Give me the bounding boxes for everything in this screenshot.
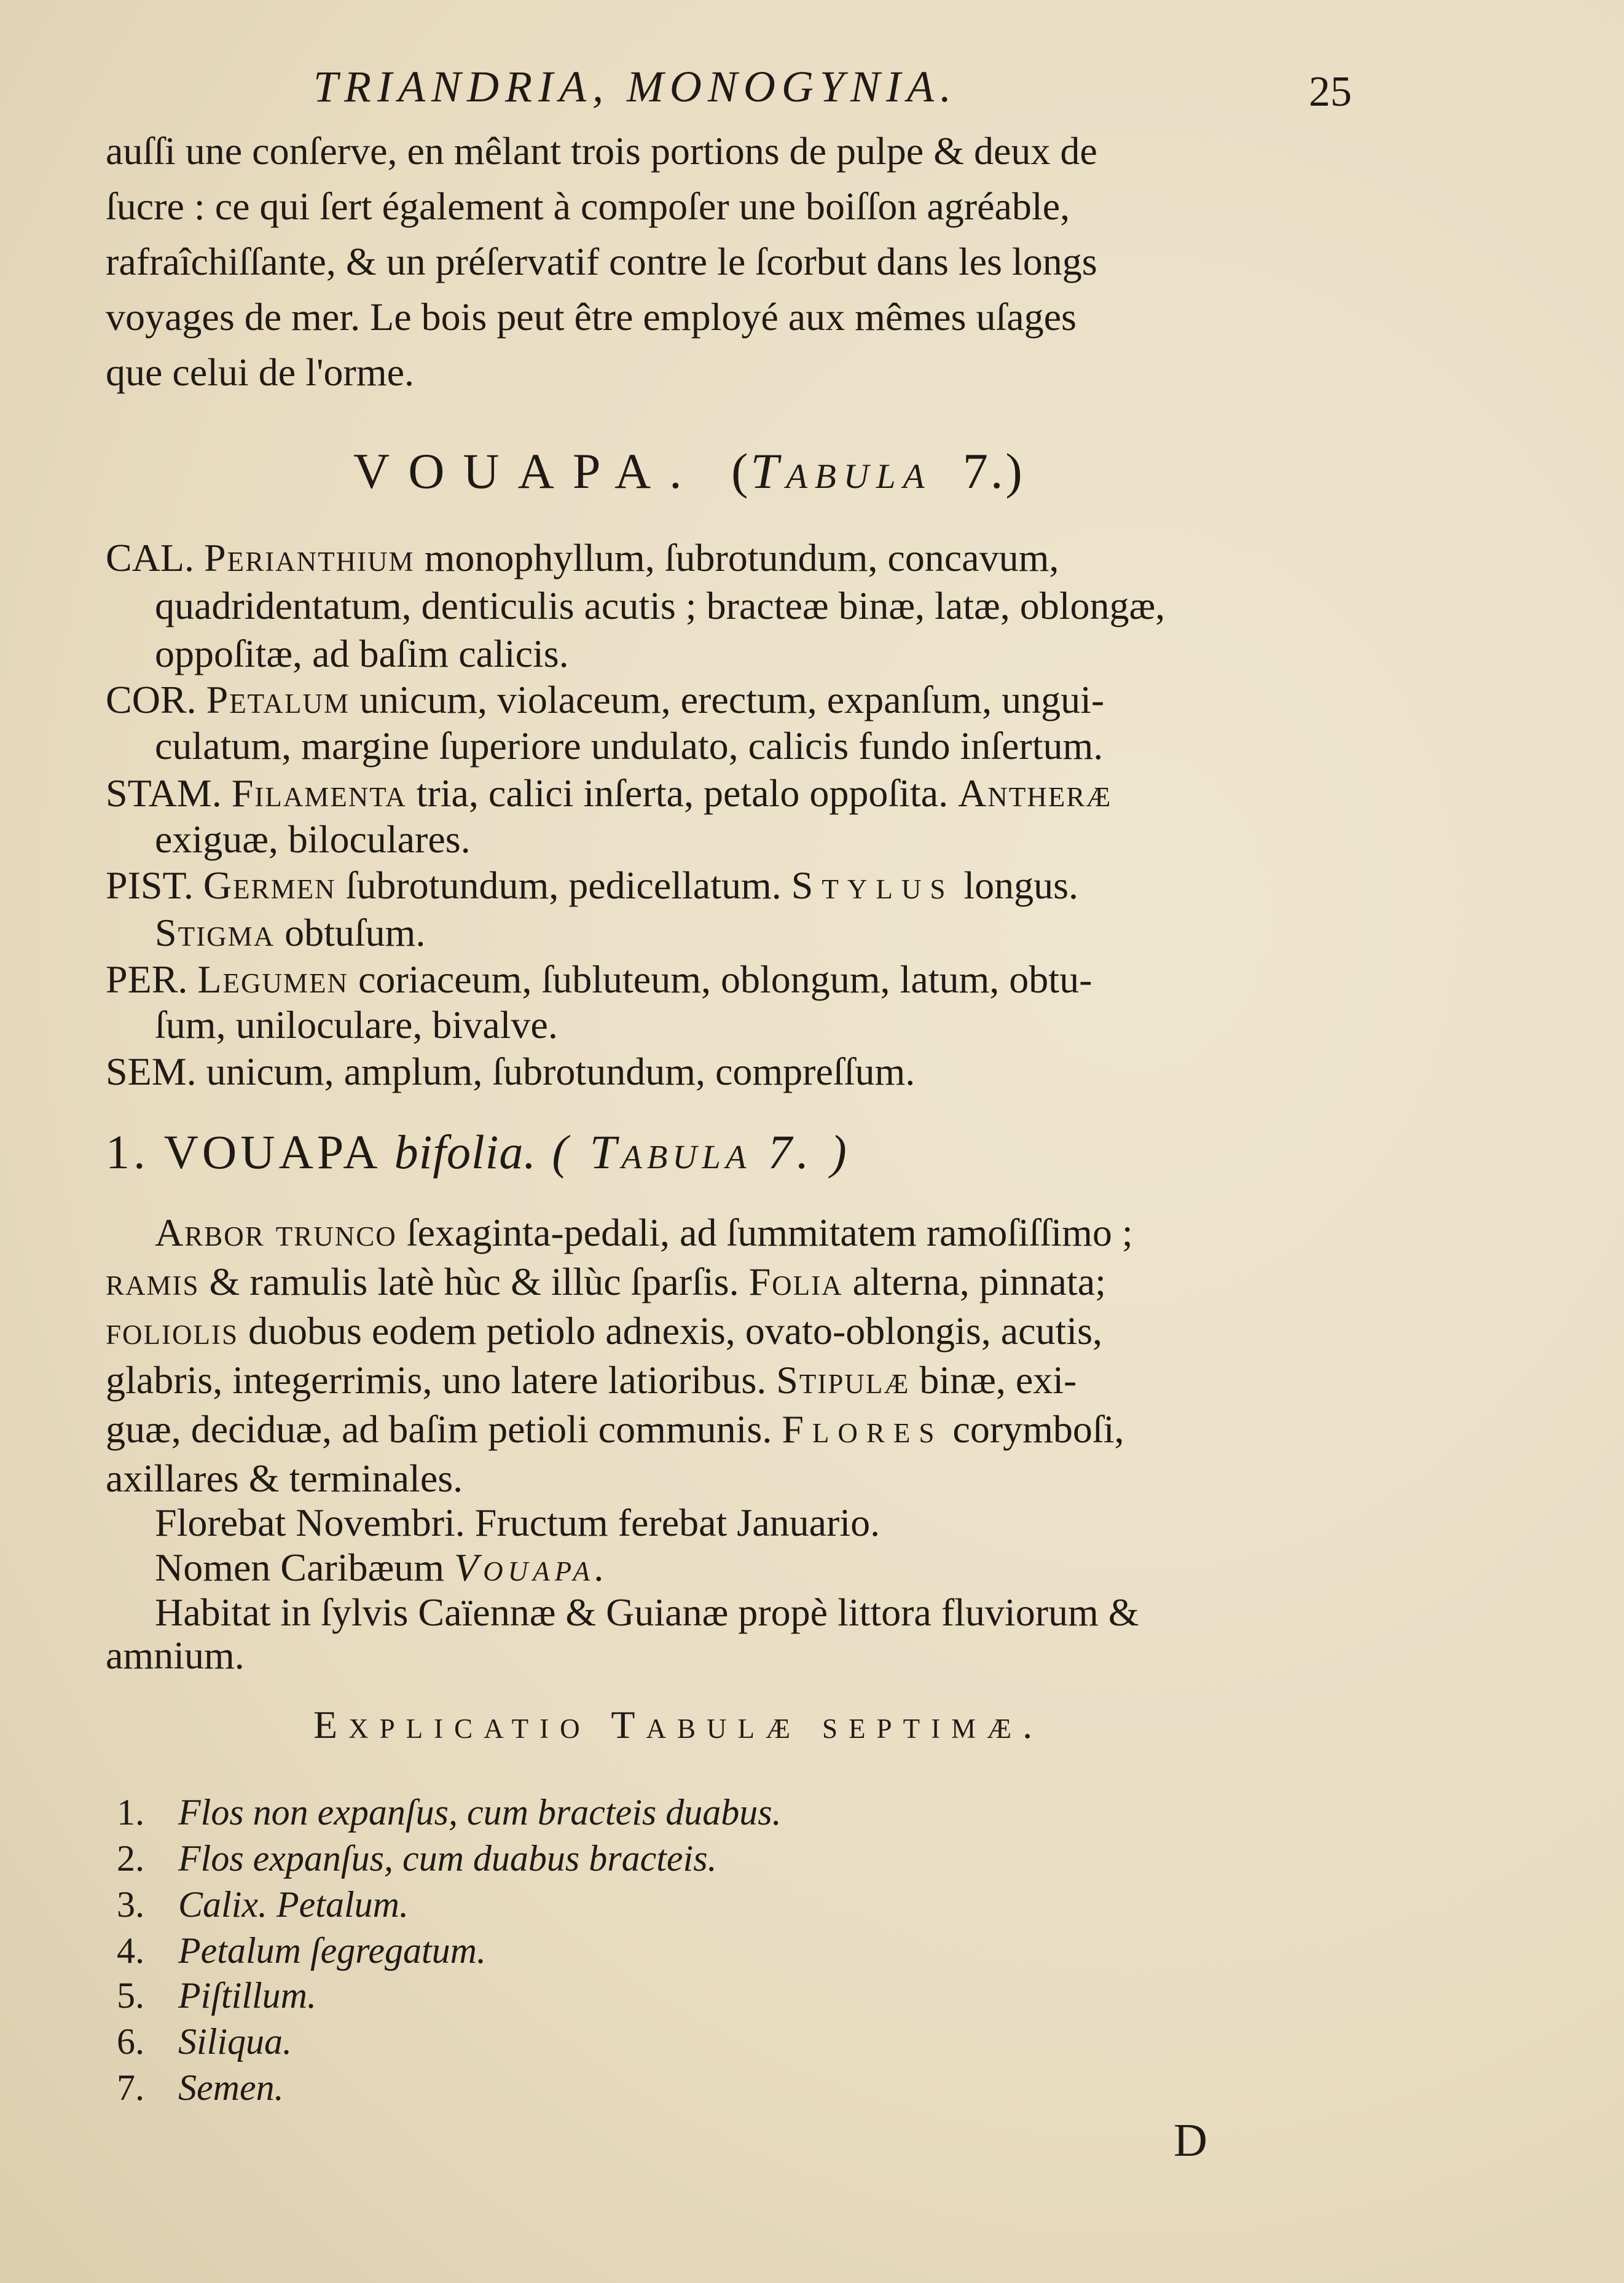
species-number: 1. [106,1125,149,1179]
caption-number: 7. [117,2067,144,2108]
char-abbr: COR. [106,678,197,721]
desc-line-4 [106,1352,1077,1409]
caption-3 [117,1884,409,1926]
char-cal-cont-1: quadridentatum, denticulis acutis ; bracteæ binæ, latæ, oblongæ, [155,584,1166,627]
char-text: unicum, amplum, ſubrotundum, compreſſum. [196,1050,916,1093]
caption-text: Semen. [178,2067,284,2108]
caption-number: 3. [117,1884,144,1925]
intro-line-5: que celui de l'orme. [106,350,414,394]
desc-line-3 [106,1303,1102,1359]
intro-line-4: voyages de mer. Le bois peut être employé aux mêmes uſages [106,295,1077,339]
desc-text: duobus eodem petiolo adnexis, ovato-oblongis, acutis, [238,1309,1102,1353]
char-text: unicum, violaceum, erectum, expanſum, ungui- [350,678,1105,721]
note-habitat-2: amnium. [106,1633,245,1677]
char-text: longus. [954,863,1079,907]
caption-text: Calix. Petalum. [178,1884,409,1925]
char-abbr: CAL. [106,536,194,580]
genus-paren-open: ( [731,443,751,499]
desc-line-6: axillares & terminales. [106,1456,463,1500]
caption-text: Siliqua. [178,2021,292,2062]
genus-title [353,442,1041,500]
signature-mark: D [1174,2115,1207,2166]
char-term: Germen [203,863,336,907]
note-flowering: Florebat Novembri. Fructum ferebat Januario. [155,1501,881,1544]
page-number: 25 [1309,68,1352,116]
caption-number: 1. [117,1792,144,1833]
char-abbr: STAM. [106,771,222,815]
species-epithet: bifolia. [394,1125,536,1179]
char-term: Stylus [791,863,954,907]
genus-tabula-label: Tabula [750,443,932,499]
species-tabula: ( Tabula 7. ) [552,1125,852,1179]
caption-number: 6. [117,2021,144,2062]
char-text: coriaceum, ſubluteum, oblongum, latum, obtu- [348,957,1092,1001]
species-name: VOUAPA [163,1125,379,1179]
desc-line-1 [155,1204,1133,1261]
char-cor-cont-1: culatum, margine ſuperiore undulato, calicis fundo inſertum. [155,724,1104,768]
caption-4 [117,1930,486,1972]
desc-text: guæ, deciduæ, ad baſim petioli communis. [106,1407,782,1451]
caption-number: 5. [117,1975,144,2016]
caption-1 [117,1791,782,1834]
char-text: ſubrotundum, pedicellatum. [335,863,791,907]
char-term: Perianthium [204,536,415,580]
desc-text: alterna, pinnata; [842,1260,1106,1303]
caption-7 [117,2067,284,2109]
caption-number: 2. [117,1838,144,1879]
caption-text: Flos non expanſus, cum bracteis duabus. [178,1792,782,1833]
char-stam-cont-1: exiguæ, biloculares. [155,817,471,861]
char-cal-cont-2: oppoſitæ, ad baſim calicis. [155,632,569,675]
desc-text: glabris, integerrimis, uno latere latioribus. [106,1358,777,1402]
desc-term: Flores [782,1407,943,1451]
species-heading [106,1125,852,1180]
caption-2 [117,1837,717,1880]
char-term: Stigma [155,911,275,954]
char-term: Antheræ [958,771,1112,815]
char-text: monophyllum, ſubrotundum, concavum, [414,536,1059,580]
char-sem [106,1043,915,1100]
desc-text: ſexaginta-pedali, ad ſummitatem ramoſiſſimo ; [396,1211,1133,1254]
desc-line-5 [106,1401,1124,1458]
genus-tabula-num: 7. [962,443,1006,499]
explicatio-title: Explicatio Tabulæ septimæ. [313,1703,1044,1747]
char-abbr: PER. [106,957,188,1001]
char-text: obtuſum. [275,911,426,954]
desc-text: & ramulis latè hùc & illùc ſparſis. [199,1260,749,1303]
caption-text: Flos expanſus, cum duabus bracteis. [178,1838,717,1879]
char-term: Petalum [206,678,350,721]
note-habitat-1: Habitat in ſylvis Caïennæ & Guianæ propè littora fluviorum & [155,1590,1139,1634]
caption-6 [117,2021,292,2063]
char-abbr: SEM. [106,1050,197,1093]
intro-line-2: ſucre : ce qui ſert également à compoſer une boiſſon agréable, [106,184,1070,228]
desc-text: binæ, exi- [909,1358,1077,1402]
caption-text: Petalum ſegregatum. [178,1930,487,1971]
note-text: Nomen Caribæum [155,1546,455,1589]
char-abbr: PIST. [106,863,194,907]
caption-5 [117,1975,316,2017]
caption-text: Piſtillum. [178,1975,316,2016]
desc-line-2 [106,1254,1106,1310]
desc-term: Folia [748,1260,843,1303]
char-text: tria, calici inſerta, petalo oppoſita. [406,771,959,815]
desc-term: Arbor trunco [155,1211,397,1254]
char-term: Legumen [197,957,348,1001]
intro-line-3: rafraîchiſſante, & un préſervatif contre le ſcorbut dans les longs [106,240,1097,283]
genus-paren-close: ) [1005,443,1041,499]
intro-line-1: auſſi une conſerve, en mêlant trois portions de pulpe & deux de [106,129,1097,173]
desc-text: corymboſi, [943,1407,1124,1451]
char-term: Filamenta [231,771,407,815]
desc-term: foliolis [106,1309,238,1353]
desc-term: Stipulæ [776,1358,910,1402]
caption-number: 4. [117,1930,144,1971]
note-term: Vouapa. [454,1546,610,1589]
running-title: TRIANDRIA, MONOGYNIA. [313,62,957,111]
desc-term: ramis [106,1260,200,1303]
char-per-cont-1: ſum, uniloculare, bivalve. [155,1003,558,1047]
genus-name: VOUAPA. [353,443,700,499]
